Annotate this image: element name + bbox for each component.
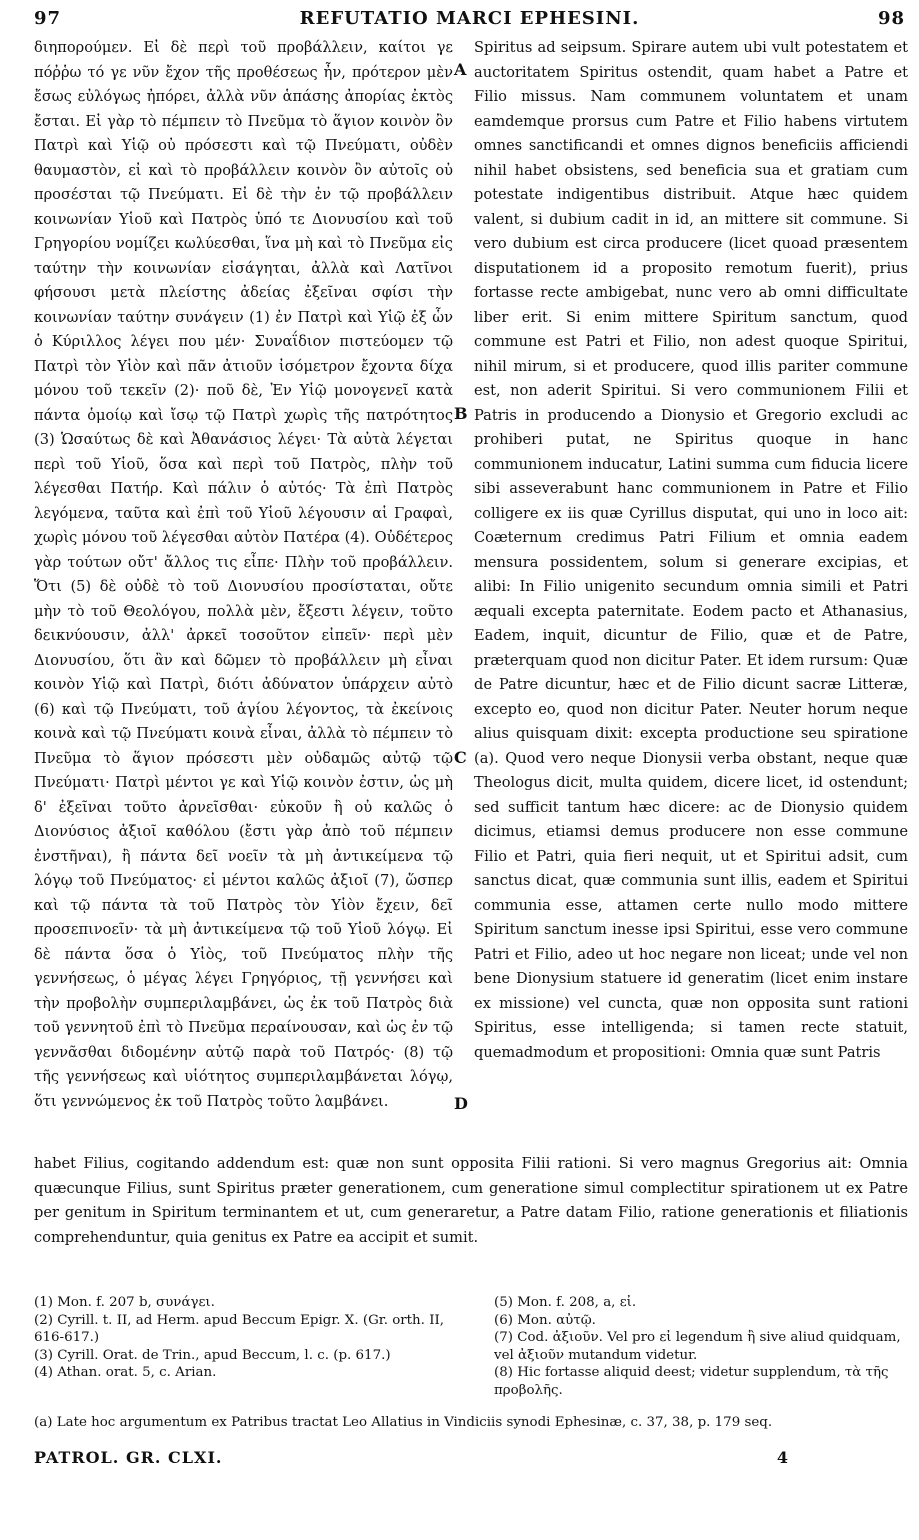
gathering-number: 4 bbox=[776, 1448, 789, 1467]
greek-column bbox=[34, 36, 453, 1150]
margin-letters bbox=[454, 0, 472, 1200]
footnote: (1) Mon. f. 207 b, συνάγει. bbox=[34, 1295, 215, 1310]
footnote: (8) Hic fortasse aliquid deest; videtur supplendum, τὰ τῆς προβολῆς. bbox=[494, 1365, 889, 1398]
footnote: (7) Cod. ἀξιοῦν. Vel pro εἰ legendum ἢ sive aliud quidquam, vel ἀξιοῦν mutandum videtur. bbox=[494, 1330, 901, 1363]
margin-letter-c: C bbox=[454, 748, 467, 767]
signature-mark: PATROL. GR. CLXI. bbox=[34, 1448, 223, 1467]
footnote: (3) Cyrill. Orat. de Trin., apud Beccum, l. c. (p. 617.) bbox=[34, 1347, 391, 1363]
latin-column bbox=[474, 36, 908, 1150]
footnote: (6) Mon. αὐτῷ. bbox=[494, 1312, 596, 1328]
footnote: (2) Cyrill. t. II, ad Herm. apud Beccum Epigr. X. (Gr. orth. II, 616-617.) bbox=[34, 1312, 445, 1345]
footnote: (4) Athan. orat. 5, c. Arian. bbox=[34, 1365, 217, 1380]
running-title: REFUTATIO MARCI EPHESINI. bbox=[299, 8, 640, 29]
full-width-text bbox=[34, 1152, 908, 1284]
latin-text: Spiritus ad seipsum. Spirare autem ubi vult potestatem et auctoritatem Spiritus ostendit, quam habet a Patre et Filio missus. Nam communem voluntatem et unam eamdemque prorsus cum Patre et Filio habens virtutem omnes sanctificandi et omnes dignos beneficiis afficiendi nihil habet obsistens, sed beneficia sua et gratiam cum potestate indigentibus distribuit. Atque hæc quidem valent, si dubium cadit in id, an mittere sit commune. Si vero dubium est circa producere (licet quoad præsentem disputationem id a proposito remotum fuerit), prius fortasse recte ambigebat, nunc vero ab omni difficultate liber erit. Si enim mittere Spiritum sanctum, quod commune est Patri et Filio, non adest quoque Spiritui, nihil mirum, si et producere, quod illis pariter commune est, non aderit Spiritui. Si vero communionem Filii et Patris in producendo a Dionysio et Gregorio excludi ac prohiberi putat, ne Spiritus quoque in hanc communionem inducatur, Latini summa cum fiducia licere sibi asseverabunt hanc communionem in Patre et Filio colligere ex iis quæ Cyrillus disputat, qui uno in loco ait: Coæternum credimus Patri Filium et omnia eadem mensura possidentem, solum si generare excipias, et alibi: In Filio unigenito secundum omnia simili et Patri æquali excepta paternitate. Eodem pacto et Athanasius, Eadem, inquit, dicuntur de Filio, quæ et de Patre, præterquam quod non dicitur Pater. Et idem rursum: Quæ de Patre dicuntur, hæc et de Filio dicunt sacræ Litteræ, excepto eo, quod non dicitur Pater. Neuter horum neque alius quisquam dixit: excepta productione seu spiratione (a). Quod vero neque Dionysii verba obstant, neque quæ Theologus dicit, multa quidem, dicere licet, id ostendunt; sed sufficit tantum hæc dicere: ac de Dionysio quidem dicimus, etiamsi demus producere non esse commune Filio et Patri, quia fieri nequit, ut et Spiritui adsit, cum sanctus dicat, quæ communia sunt illis, eadem et Spiritui communia esse, attamen certe nullo modo mittere Spiritum sanctum inesse ipsi Spiritui, esse vero commune Patri et Filio, adeo ut hoc negare non liceat; unde vel non bene Dionysium statuere id generatim (licet enim instare ex missione) vel cuncta, quæ non opposita sunt rationi Spiritus, esse intelligenda; si tamen recte statuit, quemadmodum et propositioni: Omnia quæ sunt Patris bbox=[474, 39, 908, 1061]
footnotes-right bbox=[494, 1294, 908, 1414]
margin-letter-b: B bbox=[454, 404, 468, 423]
full-width-paragraph: habet Filius, cogitando addendum est: quæ non sunt opposita Filii rationi. Si vero magnus Gregorius ait: Omnia quæcunque Filius, sunt Spiritus præter generationem, cum generatione simul complectitur spirationem ut ex Patre per genitum in Spiritum terminantem et ut, cum generaretur, a Patre datam Filio, ratione generationis et filiationis comprehenduntur, quia genitus ex Patre ea accipit et sumit. bbox=[34, 1155, 908, 1246]
footnote-a: (a) Late hoc argumentum ex Patribus tractat Leo Allatius in Vindiciis synodi Ephesinæ, c. 37, 38, p. 179 seq. bbox=[34, 1415, 773, 1430]
margin-letter-a: A bbox=[454, 60, 467, 79]
page-number-right: 98 bbox=[877, 8, 905, 29]
page-number-left: 97 bbox=[34, 8, 62, 29]
footnote: (5) Mon. f. 208, a, εἰ. bbox=[494, 1295, 637, 1310]
page-footer bbox=[34, 1448, 789, 1476]
footnotes-left bbox=[34, 1294, 474, 1414]
margin-letter-d: D bbox=[454, 1094, 468, 1113]
greek-text: διηπορούμεν. Εἰ δὲ περὶ τοῦ προβάλλειν, καίτοι γε πόῤῥω τό γε νῦν ἔχον τῆς προθέσεως ἦν, πρότερον μὲν ἔσως εὐλόγως ἠπόρει, ἀλλὰ νῦν ἁπάσης ἀπορίας ἐκτὸς ἔσται. Εἰ γὰρ τὸ πέμπειν τὸ Πνεῦμα τὸ ἅγιον κοινὸν ὂν Πατρὶ καὶ Υἱῷ οὐ πρόσεστι καὶ τῷ Πνεύματι, οὐδὲν θαυμαστὸν, εἰ καὶ τὸ προβάλλειν κοινὸν ὂν αὐτοῖς οὐ προσέσται τῷ Πνεύματι. Εἰ δὲ τὴν ἐν τῷ προβάλλειν κοινωνίαν Υἱοῦ καὶ Πατρὸς ὑπό τε Διονυσίου καὶ τοῦ Γρηγορίου νομίζει κωλύεσθαι, ἵνα μὴ καὶ τὸ Πνεῦμα εἰς ταύτην τὴν κοινωνίαν εἰσάγηται, ἀλλὰ καὶ Λατῖνοι φήσουσι μετὰ πλείστης ἀδείας ἐξεῖναι σφίσι τὴν κοινωνίαν ταύτην συνάγειν (1) ἐν Πατρὶ καὶ Υἱῷ ἐξ ὧν ὁ Κύριλλος λέγει που μέν· Συναΐδιον πιστεύομεν τῷ Πατρὶ τὸν Υἱὸν καὶ πᾶν ἀτιοῦν ἰσόμετρον ἔχοντα δίχα μόνου τοῦ τεκεῖν (2)· ποῦ δὲ, Ἐν Υἱῷ μονογενεῖ κατὰ πάντα ὁμοίῳ καὶ ἴσῳ τῷ Πατρὶ χωρὶς τῆς πατρότητος (3) Ὡσαύτως δὲ καὶ Ἀθανάσιος λέγει· Τὰ αὐτὰ λέγεται περὶ τοῦ Υἱοῦ, ὅσα καὶ περὶ τοῦ Πατρὸς, πλὴν τοῦ λέγεσθαι Πατήρ. Καὶ πάλιν ὁ αὐτός· Τὰ ἐπὶ Πατρὸς λεγόμενα, ταῦτα καὶ ἐπὶ τοῦ Υἱοῦ λέγουσιν αἱ Γραφαὶ, χωρὶς μόνου τοῦ λέγεσθαι αὐτὸν Πατέρα (4). Οὐδέτερος γὰρ τούτων οὔτ' ἄλλος τις εἶπε· Πλὴν τοῦ προβάλλειν. Ὅτι (5) δὲ οὐδὲ τὸ τοῦ Διονυσίου προσίσταται, οὔτε μὴν τὸ τοῦ Θεολόγου, πολλὰ μὲν, ἔξεστι λέγειν, τοῦτο δεικνύουσιν, ἀλλ' ἀρκεῖ τοσοῦτον εἰπεῖν· περὶ μὲν Διονυσίου, ὅτι ἂν καὶ δῶμεν τὸ προβάλλειν μὴ εἶναι κοινὸν Υἱῷ καὶ Πατρὶ, διότι ἀδύνατον ὑπάρχειν αὐτὸ (6) καὶ τῷ Πνεύματι, τοῦ ἁγίου λέγοντος, τὰ ἐκείνοις κοινὰ καὶ τῷ Πνεύματι κοινὰ εἶναι, ἀλλὰ τὸ πέμπειν τὸ Πνεῦμα τὸ ἅγιον πρόσεστι μὲν οὐδαμῶς αὐτῷ τῷ Πνεύματι· Πατρὶ μέντοι γε καὶ Υἱῷ κοινὸν ἐστιν, ὡς μὴ δ' ἐξεῖναι τοῦτο ἀρνεῖσθαι· εὐκοῦν ἢ οὐ καλῶς ὁ Διονύσιος ἀξιοῖ καθόλου (ἔστι γὰρ ἀπὸ τοῦ πέμπειν ἐνστῆναι), ἢ πάντα δεῖ νοεῖν τὰ μὴ ἀντικείμενα τῷ λόγῳ τοῦ Πνεύματος· εἰ μέντοι καλῶς ἀξιοῖ (7), ὥσπερ καὶ τῷ πάντα τὰ τοῦ Πατρὸς τὸν Υἱὸν ἔχειν, δεῖ προσεπινοεῖν· τὰ μὴ ἀντικείμενα τῷ τοῦ Υἱοῦ λόγῳ. Εἰ δὲ πάντα ὅσα ὁ Υἱὸς, τοῦ Πνεύματος πλὴν τῆς γεννήσεως, ὁ μέγας λέγει Γρηγόριος, τῇ γεννήσει καὶ τὴν προβολὴν συμπεριλαμβάνει, ὡς ἐκ τοῦ Πατρὸς διὰ τοῦ γεννητοῦ ἐπὶ τὸ Πνεῦμα περαίνουσαν, καὶ ὡς ἐν τῷ γεννᾶσθαι διδομένην αὐτῷ παρὰ τοῦ Πατρός· (8) τῷ τῆς γεννήσεως καὶ υἱότητος συμπεριλαμβάνεται λόγῳ, ὅτι γεννώμενος ἐκ τοῦ Πατρὸς τοῦτο λαμβάνει. bbox=[34, 39, 453, 1110]
